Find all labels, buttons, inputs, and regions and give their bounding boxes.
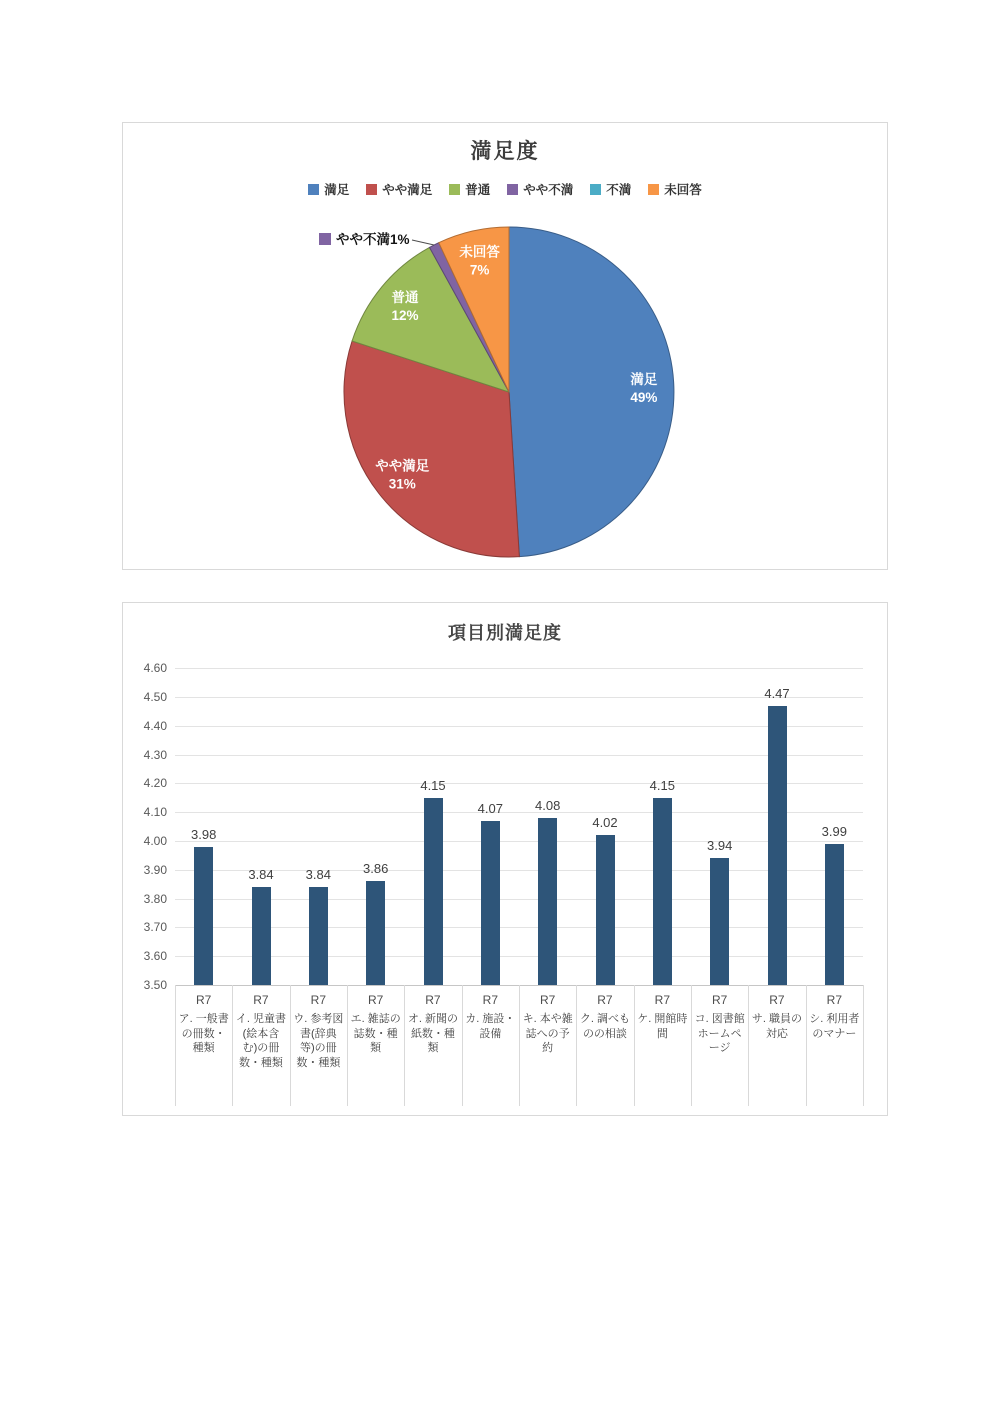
- category-cell: [404, 991, 461, 1056]
- category-cell: [806, 991, 863, 1041]
- category-series-label: R7: [253, 993, 269, 1007]
- y-axis-tick-label: 3.70: [143, 920, 167, 935]
- bar-value-label: 3.98: [191, 826, 217, 842]
- legend-label: やや不満: [523, 183, 574, 197]
- bar-chart: [123, 603, 887, 1115]
- legend-label: 普通: [465, 183, 491, 197]
- pie-chart: [123, 123, 887, 569]
- bar-value-label: 3.86: [363, 861, 389, 877]
- category-label: オ. 新聞の紙数・種類: [407, 1013, 458, 1054]
- bar-value-label: 4.07: [477, 800, 503, 816]
- bar: [424, 798, 443, 985]
- item-satisfaction-bar-panel: [122, 602, 888, 1116]
- category-series-label: R7: [310, 993, 326, 1007]
- category-cell: [576, 991, 633, 1041]
- gridline: [175, 899, 863, 900]
- y-axis-tick-label: 4.00: [143, 833, 167, 848]
- callout-swatch-icon: [319, 233, 331, 245]
- bar-chart-title: 項目別満足度: [448, 623, 562, 643]
- category-cell: [232, 991, 289, 1070]
- category-separator: [863, 985, 864, 1106]
- pie-data-label: 満足 49%: [630, 371, 658, 405]
- category-series-label: R7: [769, 993, 785, 1007]
- category-series-label: R7: [597, 993, 613, 1007]
- category-label: ア. 一般書の冊数・種類: [178, 1013, 229, 1054]
- bar-value-label: 4.02: [592, 815, 618, 831]
- bar-value-label: 4.15: [649, 777, 675, 793]
- legend-label: やや満足: [382, 183, 433, 197]
- category-cell: [347, 991, 404, 1056]
- y-axis-tick-label: 4.60: [143, 661, 167, 675]
- category-label: ケ. 開館時間: [637, 1013, 688, 1040]
- y-axis-tick-label: 3.50: [143, 978, 167, 992]
- category-series-label: R7: [195, 993, 212, 1007]
- bar-value-label: 3.99: [821, 823, 847, 839]
- category-label: コ. 図書館ホームページ: [694, 1013, 745, 1054]
- category-series-label: R7: [711, 993, 728, 1007]
- legend-label: 未回答: [664, 183, 702, 197]
- category-label: カ. 施設・設備: [465, 1013, 516, 1040]
- bar: [768, 706, 787, 986]
- category-cell: [691, 991, 748, 1056]
- bar: [366, 881, 385, 985]
- callout-leader-line: [412, 240, 434, 245]
- category-series-label: R7: [482, 993, 498, 1007]
- y-axis-tick-label: 4.20: [143, 776, 167, 791]
- category-series-label: R7: [539, 993, 556, 1007]
- pie-chart-title: 満足度: [470, 140, 540, 163]
- gridline: [175, 755, 863, 756]
- category-series-label: R7: [367, 993, 384, 1007]
- gridline: [175, 841, 863, 842]
- bar: [194, 847, 213, 985]
- category-cell: [462, 991, 519, 1041]
- pie-callout-label: やや不満1%: [336, 232, 410, 247]
- bar-value-label: 4.47: [764, 685, 790, 701]
- y-axis-tick-label: 3.90: [143, 862, 167, 877]
- category-label: サ. 職員の対応: [751, 1013, 802, 1040]
- bar: [596, 835, 615, 985]
- y-axis-tick-label: 4.30: [143, 747, 167, 762]
- bar: [309, 887, 328, 985]
- y-axis-tick-label: 4.50: [143, 689, 167, 704]
- bar: [825, 844, 844, 985]
- y-axis-tick-label: 4.40: [143, 718, 167, 733]
- y-axis-tick-label: 3.80: [143, 891, 167, 906]
- legend-label: 不満: [606, 183, 632, 197]
- bar-value-label: 4.08: [535, 797, 561, 813]
- category-series-label: R7: [654, 993, 670, 1007]
- category-cell: [519, 991, 576, 1056]
- y-axis-tick-label: 3.60: [143, 949, 167, 964]
- gridline: [175, 927, 863, 928]
- category-label: シ. 利用者のマナー: [809, 1013, 860, 1040]
- y-axis-tick-label: 4.10: [143, 805, 167, 820]
- category-label: ク. 調べものの相談: [579, 1013, 630, 1040]
- gridline: [175, 783, 863, 784]
- satisfaction-pie-panel: [122, 122, 888, 570]
- bar-value-label: 3.84: [248, 867, 274, 882]
- bar: [481, 821, 500, 985]
- gridline: [175, 668, 863, 669]
- category-series-label: R7: [826, 993, 842, 1007]
- pie-data-label: やや満足 31%: [375, 458, 430, 492]
- category-label: ウ. 参考図書(辞典等)の冊数・種類: [293, 1013, 344, 1069]
- bar: [710, 858, 729, 985]
- bar: [538, 818, 557, 985]
- category-cell: [634, 991, 691, 1041]
- category-series-label: R7: [425, 993, 441, 1007]
- pie-data-label: 普通 12%: [391, 289, 419, 323]
- legend-label: 満足: [324, 183, 350, 197]
- bar: [653, 798, 672, 985]
- category-cell: [290, 991, 347, 1070]
- bar-value-label: 3.94: [707, 838, 733, 854]
- gridline: [175, 726, 863, 727]
- bar-value-label: 4.15: [420, 777, 446, 793]
- category-label: キ. 本や雑誌への予約: [522, 1013, 573, 1054]
- bar: [252, 887, 271, 985]
- category-cell: [748, 991, 805, 1041]
- category-label: イ. 児童書(絵本含む)の冊数・種類: [235, 1013, 286, 1069]
- category-label: エ. 雑誌の誌数・種類: [350, 1013, 401, 1054]
- pie-data-label: 未回答 7%: [459, 244, 500, 278]
- gridline: [175, 956, 863, 957]
- category-cell: [175, 991, 232, 1056]
- bar-value-label: 3.84: [305, 867, 331, 882]
